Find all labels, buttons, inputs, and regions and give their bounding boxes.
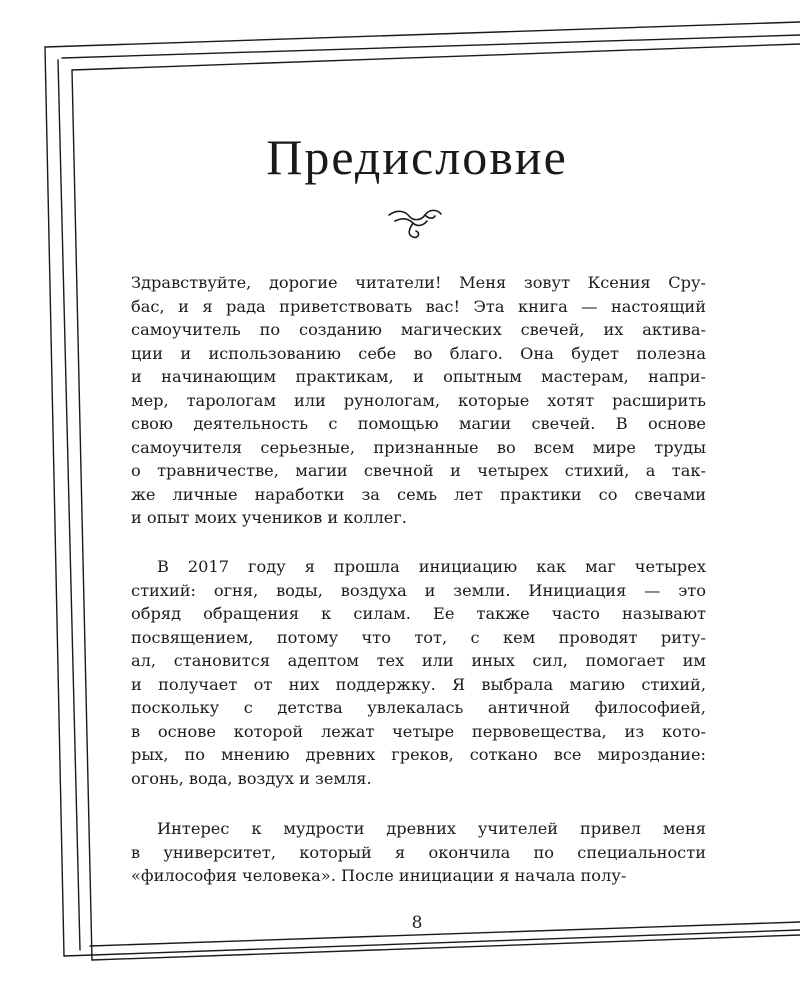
text-line: Интерес к мудрости древних учителей привел меня — [157, 819, 706, 838]
paragraph-3 — [131, 817, 706, 888]
text-line: стихий: огня, воды, воздуха и земли. Инициация — это — [131, 580, 706, 600]
text-line: «философия человека». После инициации я начала полу- — [131, 866, 627, 885]
text-line: и получает от них поддержку. Я выбрала магию стихий, — [131, 674, 706, 694]
text-line: в университет, который я окончила по специальности — [131, 842, 706, 862]
paragraph-2 — [131, 555, 706, 790]
text-line: и начинающим практикам, и опытным мастерам, напри- — [131, 367, 706, 386]
text-line: рых, по мнению древних греков, соткано все мироздание: — [131, 745, 706, 764]
text-line: самоучитель по созданию магических свечей, их актива- — [131, 320, 706, 339]
flourish-ornament-icon — [385, 205, 445, 243]
text-line: обряд обращения к силам. Ее также часто называют — [131, 604, 706, 623]
text-line: В 2017 году я прошла инициацию как маг четырех — [157, 557, 706, 576]
text-line: посвящением, потому что тот, с кем проводят риту- — [131, 627, 706, 647]
paragraph-1 — [131, 271, 706, 530]
page-title: Предисловие — [266, 129, 568, 185]
text-line: поскольку с детства увлекалась античной философией, — [131, 698, 706, 717]
text-line: Здравствуйте, дорогие читатели! Меня зовут Ксения Сру- — [131, 273, 706, 292]
text-line: свою деятельность с помощью магии свечей. В основе — [131, 414, 706, 433]
text-line: огонь, вода, воздух и земля. — [131, 768, 372, 788]
text-line: мер, тарологам или рунологам, которые хотят расширить — [131, 390, 706, 410]
text-line: о травничестве, магии свечной и четырех стихий, а так- — [131, 461, 706, 480]
text-line: ции и использованию себе во благо. Она будет полезна — [131, 343, 706, 363]
text-line: самоучителя серьезные, признанные во всем мире труды — [131, 437, 706, 457]
text-line: ал, становится адептом тех или иных сил, помогает им — [131, 651, 706, 670]
text-line: и опыт моих учеников и коллег. — [131, 508, 407, 527]
text-line: бас, и я рада приветствовать вас! Эта книга — настоящий — [131, 296, 706, 316]
text-line: в основе которой лежат четыре первовещества, из кото- — [131, 721, 706, 741]
page-number: 8 — [411, 913, 423, 933]
text-line: же личные наработки за семь лет практики со свечами — [131, 484, 706, 504]
